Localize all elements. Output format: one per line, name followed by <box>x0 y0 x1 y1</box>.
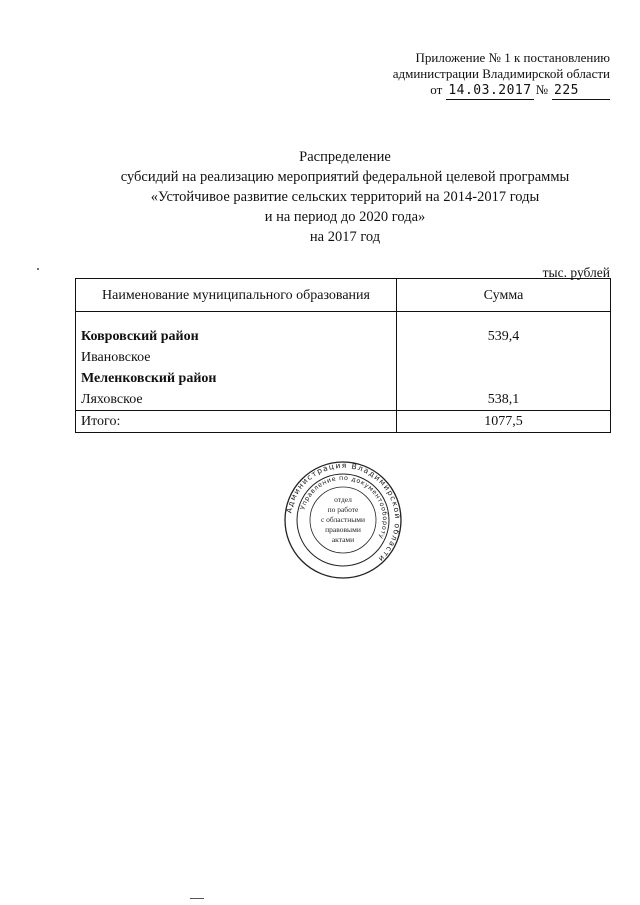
title-line-5: на 2017 год <box>309 229 381 245</box>
district-name: Меленковский район <box>76 368 397 389</box>
annex-from-label: от <box>430 82 443 97</box>
title-line-1: Распределение <box>299 149 391 165</box>
distribution-table <box>75 278 611 433</box>
municipality-amount <box>397 347 611 368</box>
municipality-name: Ивановское <box>76 347 397 368</box>
title-line-4: и на период до 2020 года» <box>264 209 426 225</box>
stamp-center-line: с областными <box>320 515 366 524</box>
municipality-name: Ляховское <box>76 389 397 411</box>
annex-number: 225 <box>552 83 610 100</box>
stamp-outer-text: Администрация Владимирской области <box>284 460 403 565</box>
municipality-amount: 538,1 <box>397 389 611 411</box>
stamp-center-line: по работе <box>327 505 359 514</box>
district-name: Ковровский район <box>76 326 397 347</box>
district-amount: 539,4 <box>397 326 611 347</box>
document-title <box>60 147 630 247</box>
table-row <box>76 347 611 368</box>
table-spacer-row <box>76 312 611 327</box>
title-line-2: субсидий на реализацию мероприятий федеральной целевой программы <box>120 169 570 185</box>
table-row <box>76 368 611 389</box>
annex-number-label: № <box>535 82 548 97</box>
page-footer-mark <box>190 898 204 899</box>
table-total-row <box>76 411 611 433</box>
district-amount <box>397 368 611 389</box>
stamp-center-line: актами <box>331 535 355 544</box>
annex-line-2: администрации Владимирской области <box>392 66 610 81</box>
total-label: Итого: <box>76 411 397 433</box>
total-value: 1077,5 <box>397 411 611 433</box>
stamp-center-line: правовыми <box>325 525 361 534</box>
table-row <box>76 389 611 411</box>
speck <box>37 268 39 270</box>
annex-date-line <box>290 82 610 100</box>
header-amount: Сумма <box>397 279 611 312</box>
stamp-center-line: отдел <box>334 495 352 504</box>
official-stamp <box>283 460 403 580</box>
table-header-row <box>76 279 611 312</box>
header-municipality: Наименование муниципального образования <box>76 279 397 312</box>
annex-date: 14.03.2017 <box>448 83 532 98</box>
unit-label: тыс. рублей <box>542 265 610 280</box>
title-line-3: «Устойчивое развитие сельских территорий на 2014-2017 годы <box>150 189 540 205</box>
annex-line-1: Приложение № 1 к постановлению <box>415 50 610 65</box>
table-row <box>76 326 611 347</box>
annex-block <box>290 50 610 100</box>
stamp-inner-text: Управление по документообороту <box>298 473 390 541</box>
